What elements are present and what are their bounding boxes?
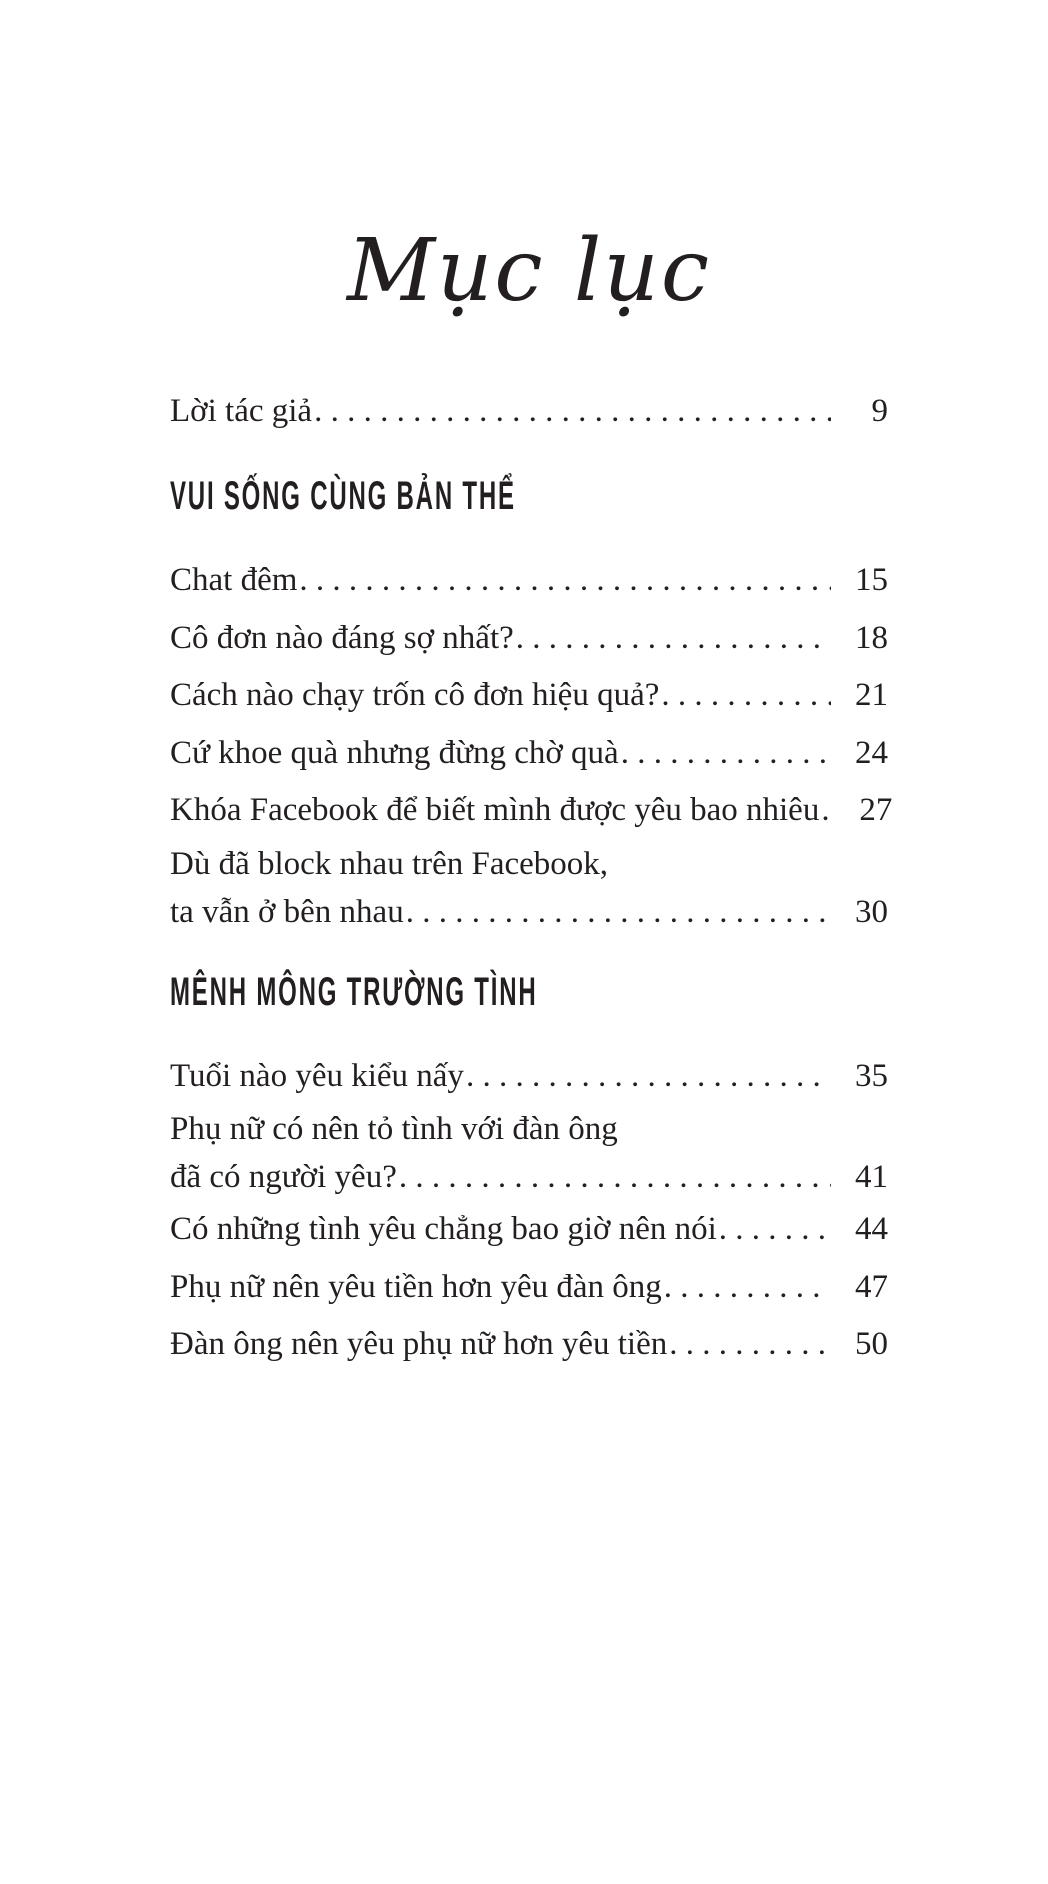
toc-entry-page-number: 9 <box>871 392 888 429</box>
toc-section-heading: VUI SỐNG CÙNG BẢN THỂ <box>170 474 516 519</box>
toc-entry-page-number: 30 <box>855 893 888 930</box>
toc-entry-label-line1: Dù đã block nhau trên Facebook, <box>170 845 609 882</box>
page-title: Mục lục <box>346 221 711 321</box>
dot-leader <box>466 1048 831 1106</box>
dot-leader <box>719 1201 831 1259</box>
toc-entry-page-number: 41 <box>855 1159 888 1196</box>
toc-entry-page-number: 44 <box>855 1211 888 1248</box>
toc-entry <box>170 725 888 783</box>
toc-entry-label: đã có người yêu? <box>170 1159 397 1196</box>
toc-entry-page-number: 27 <box>859 792 893 829</box>
toc-entry-label: Cô đơn nào đáng sợ nhất? <box>170 619 514 656</box>
toc-entry <box>170 1201 888 1259</box>
dot-leader <box>516 610 831 668</box>
toc-entry-page-number: 18 <box>855 619 888 656</box>
toc-entry-label: Cứ khoe quà nhưng đừng chờ quà <box>170 734 619 771</box>
toc-entry <box>170 552 888 610</box>
dot-leader <box>821 782 835 840</box>
toc-entry <box>170 383 888 441</box>
toc-entry-label: Phụ nữ nên yêu tiền hơn yêu đàn ông <box>170 1268 662 1305</box>
toc-entry-label: Lời tác giả <box>170 392 313 429</box>
toc-entry <box>170 1316 888 1374</box>
toc-entry-label: Đàn ông nên yêu phụ nữ hơn yêu tiền <box>170 1326 668 1363</box>
toc-entry-label: Chat đêm <box>170 562 298 599</box>
toc-entry-label: Có những tình yêu chẳng bao giờ nên nói <box>170 1211 717 1248</box>
toc-entry-label: Khóa Facebook để biết mình được yêu bao nhiêu <box>170 792 820 829</box>
dot-leader <box>664 1259 831 1317</box>
dot-leader <box>669 1316 831 1374</box>
toc-entry-page-number: 15 <box>855 562 888 599</box>
toc-entry <box>170 888 888 936</box>
toc-entry-label: Tuổi nào yêu kiểu nấy <box>170 1057 464 1094</box>
toc-entry-page-number: 50 <box>855 1326 888 1363</box>
toc-entry-label: Cách nào chạy trốn cô đơn hiệu quả? <box>170 677 660 714</box>
toc-entry-label-line1: Phụ nữ có nên tỏ tình với đàn ông <box>170 1111 618 1148</box>
toc-entry <box>170 1048 888 1106</box>
toc-entry-page-number: 47 <box>855 1268 888 1305</box>
toc-entry <box>170 782 893 840</box>
toc-page <box>0 222 1048 1884</box>
toc-entry <box>170 667 888 725</box>
dot-leader <box>621 725 831 783</box>
dot-leader <box>661 667 831 725</box>
dot-leader <box>314 383 831 441</box>
toc-entry-page-number: 35 <box>855 1057 888 1094</box>
toc-entry <box>170 1153 888 1201</box>
table-of-contents <box>170 383 893 1374</box>
dot-leader <box>299 552 831 610</box>
toc-entry-page-number: 21 <box>855 677 888 714</box>
toc-entry-label: ta vẫn ở bên nhau <box>170 893 404 930</box>
toc-entry <box>170 1259 888 1317</box>
dot-leader <box>399 1153 831 1201</box>
toc-entry <box>170 610 888 668</box>
toc-entry-page-number: 24 <box>855 734 888 771</box>
dot-leader <box>406 888 831 936</box>
toc-section-heading: MÊNH MÔNG TRƯỜNG TÌNH <box>170 969 538 1014</box>
